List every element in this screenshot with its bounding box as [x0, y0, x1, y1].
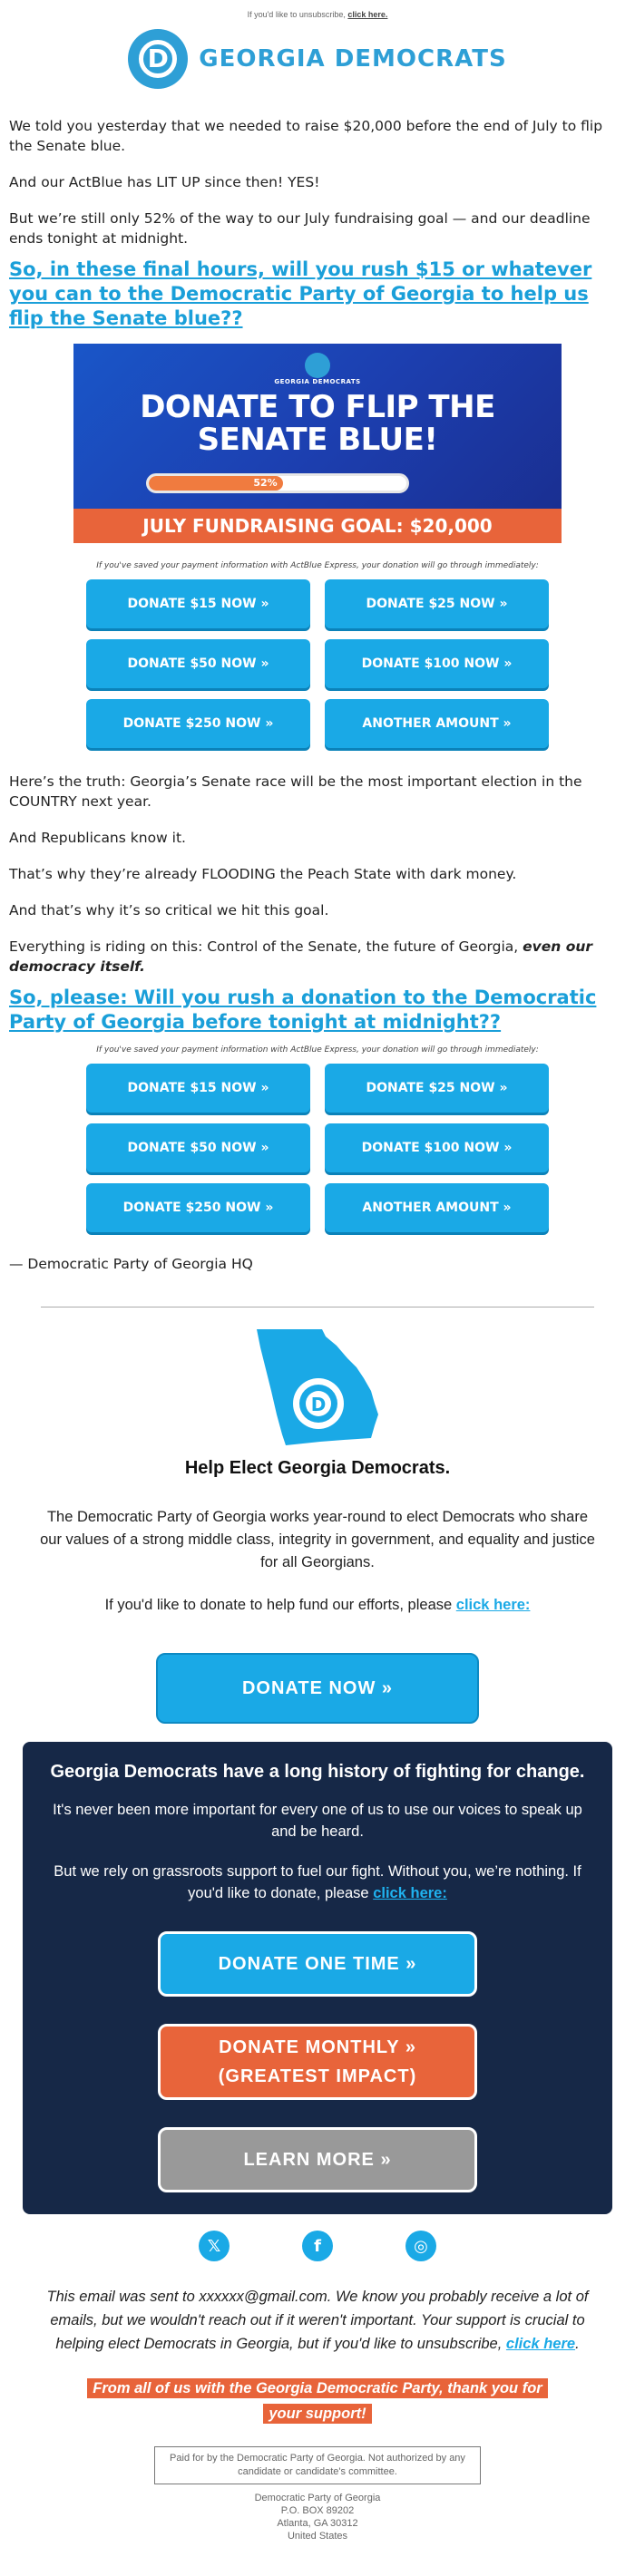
- donate-one-time-button[interactable]: DONATE ONE TIME »: [158, 1931, 477, 1997]
- middle-section: [0, 772, 635, 977]
- social-links: [0, 2231, 635, 2261]
- footer-notice-text: This email was sent to xxxxxx@gmail.com. We know you probably receive a lot of emails, but we wouldn't reach out if it weren't important. Your support is crucial to helping elect Democrats in Georgia, but if you'd like to unsubscribe,: [46, 2289, 589, 2352]
- donate-monthly-sublabel: (GREATEST IMPACT): [218, 2066, 417, 2086]
- donate-100-button[interactable]: DONATE $100 NOW »: [325, 639, 549, 688]
- headline-donate-link[interactable]: So, in these final hours, will you rush $15 or whatever you can to the Democratic Party of Georgia to help us flip the Senate blue??: [9, 258, 592, 329]
- body-paragraph: And that’s why it’s so critical we hit this goal.: [9, 902, 329, 919]
- goal-progress-bar: [146, 473, 409, 493]
- address-line: United States: [287, 2531, 348, 2542]
- fundraising-goal: JULY FUNDRAISING GOAL: $20,000: [73, 509, 562, 543]
- help-title: Help Elect Georgia Democrats.: [184, 1458, 451, 1478]
- footer-notice: This email was sent to xxxxxx@gmail.com. We know you probably receive a lot of emails, but we wouldn't reach out if it weren't important. Your support is crucial to helping elect Democrats in Georgia, but if you'd like to unsubscribe, click here.: [46, 2289, 589, 2352]
- actblue-note: If you've saved your payment information with ActBlue Express, your donation will go through immediately:: [96, 1045, 539, 1055]
- banner-title-line: DONATE TO FLIP THE: [140, 389, 495, 425]
- donate-monthly-button[interactable]: [158, 2024, 477, 2100]
- intro-paragraph: But we’re still only 52% of the way to our July fundraising goal — and our deadline ends tonight at midnight.: [9, 210, 591, 247]
- body-paragraph: Here’s the truth: Georgia’s Senate race will be the most important election in the COUNTRY next year.: [9, 773, 582, 810]
- donate-100-button[interactable]: DONATE $100 NOW »: [325, 1123, 549, 1172]
- history-paragraph: [23, 1861, 612, 1904]
- donate-other-amount-button[interactable]: ANOTHER AMOUNT »: [325, 699, 549, 748]
- thanks-text: From all of us with the Georgia Democratic Party, thank you for your support!: [87, 2378, 547, 2424]
- donate-50-button[interactable]: DONATE $50 NOW »: [86, 639, 310, 688]
- donate-button-grid-2: [86, 1064, 549, 1232]
- donate-monthly-label: DONATE MONTHLY »: [219, 2037, 416, 2057]
- banner-title: [73, 391, 562, 456]
- donate-25-button[interactable]: DONATE $25 NOW »: [325, 579, 549, 628]
- body-paragraph: [9, 937, 626, 977]
- address-line: P.O. BOX 89202: [280, 2505, 355, 2516]
- history-section: [23, 1742, 612, 2214]
- help-donate-text: If you'd like to donate to help fund our efforts, please: [104, 1597, 453, 1613]
- history-donate-text: But we rely on grassroots support to fuel our fight. Without you, we’re nothing. If you'd like to donate, please: [54, 1863, 581, 1901]
- preheader-unsubscribe-link[interactable]: click here.: [347, 10, 388, 19]
- donate-other-amount-button[interactable]: ANOTHER AMOUNT »: [325, 1183, 549, 1232]
- help-body: The Democratic Party of Georgia works year-round to elect Democrats who share our values of a strong middle class, integrity in government, and equality and justice for all Georgians.: [40, 1509, 595, 1570]
- donate-15-button[interactable]: DONATE $15 NOW »: [86, 579, 310, 628]
- donate-now-button[interactable]: DONATE NOW »: [156, 1653, 479, 1724]
- mailing-address: [0, 2492, 635, 2542]
- donate-250-button[interactable]: DONATE $250 NOW »: [86, 1183, 310, 1232]
- logo-wordmark: GEORGIA DEMOCRATS: [199, 45, 507, 73]
- donate-banner[interactable]: [73, 344, 562, 543]
- svg-text:D: D: [310, 1394, 327, 1415]
- preheader-text: If you'd like to unsubscribe,: [247, 10, 346, 19]
- donate-15-button[interactable]: DONATE $15 NOW »: [86, 1064, 310, 1113]
- body-paragraph: That’s why they’re already FLOODING the Peach State with dark money.: [9, 866, 517, 882]
- goal-progress-label: 52%: [253, 477, 278, 489]
- intro-section: [0, 116, 635, 248]
- history-donate-link[interactable]: click here:: [373, 1885, 447, 1901]
- thanks-banner: [0, 2376, 635, 2426]
- banner-logo-icon: [305, 353, 330, 378]
- history-paragraph: It's never been more important for every one of us to use our voices to speak up and be heard.: [53, 1802, 582, 1840]
- facebook-icon[interactable]: f: [302, 2231, 333, 2261]
- banner-title-line: SENATE BLUE!: [197, 422, 438, 458]
- actblue-note: If you've saved your payment information with ActBlue Express, your donation will go through immediately:: [96, 561, 539, 570]
- x-twitter-icon[interactable]: 𝕏: [199, 2231, 230, 2261]
- donate-button-grid: [86, 579, 549, 748]
- donate-50-button[interactable]: DONATE $50 NOW »: [86, 1123, 310, 1172]
- address-line: Democratic Party of Georgia: [254, 2493, 381, 2503]
- address-line: Atlanta, GA 30312: [277, 2518, 358, 2529]
- logo-letter: D: [147, 44, 169, 73]
- donate-250-button[interactable]: DONATE $250 NOW »: [86, 699, 310, 748]
- intro-paragraph: And our ActBlue has LIT UP since then! YES!: [9, 174, 320, 190]
- body-paragraph: And Republicans know it.: [9, 830, 186, 846]
- riding-emphasis: even our democracy itself.: [9, 938, 593, 975]
- header-logo: [0, 22, 635, 96]
- paid-for-disclaimer: Paid for by the Democratic Party of Georgia. Not authorized by any candidate or candidate's committee.: [154, 2446, 481, 2484]
- history-title: Georgia Democrats have a long history of fighting for change.: [50, 1762, 585, 1782]
- banner-logo-text: GEORGIA DEMOCRATS: [274, 378, 361, 385]
- help-donate-prompt: [0, 1594, 635, 1617]
- preheader: [0, 0, 635, 20]
- donate-25-button[interactable]: DONATE $25 NOW »: [325, 1064, 549, 1113]
- riding-text: Everything is riding on this: Control of the Senate, the future of Georgia,: [9, 938, 519, 955]
- footer-unsubscribe-link[interactable]: click here: [505, 2336, 576, 2352]
- instagram-icon[interactable]: ◎: [405, 2231, 436, 2261]
- help-donate-link[interactable]: click here:: [455, 1597, 531, 1613]
- signature: — Democratic Party of Georgia HQ: [9, 1256, 253, 1272]
- georgia-state-icon: [249, 1327, 386, 1454]
- georgia-democrats-logo-icon: [128, 29, 188, 89]
- headline-donate-link-2[interactable]: So, please: Will you rush a donation to the Democratic Party of Georgia before tonight at midnight??: [9, 987, 597, 1033]
- learn-more-button[interactable]: LEARN MORE »: [158, 2127, 477, 2192]
- intro-paragraph: We told you yesterday that we needed to raise $20,000 before the end of July to flip the Senate blue.: [9, 118, 603, 154]
